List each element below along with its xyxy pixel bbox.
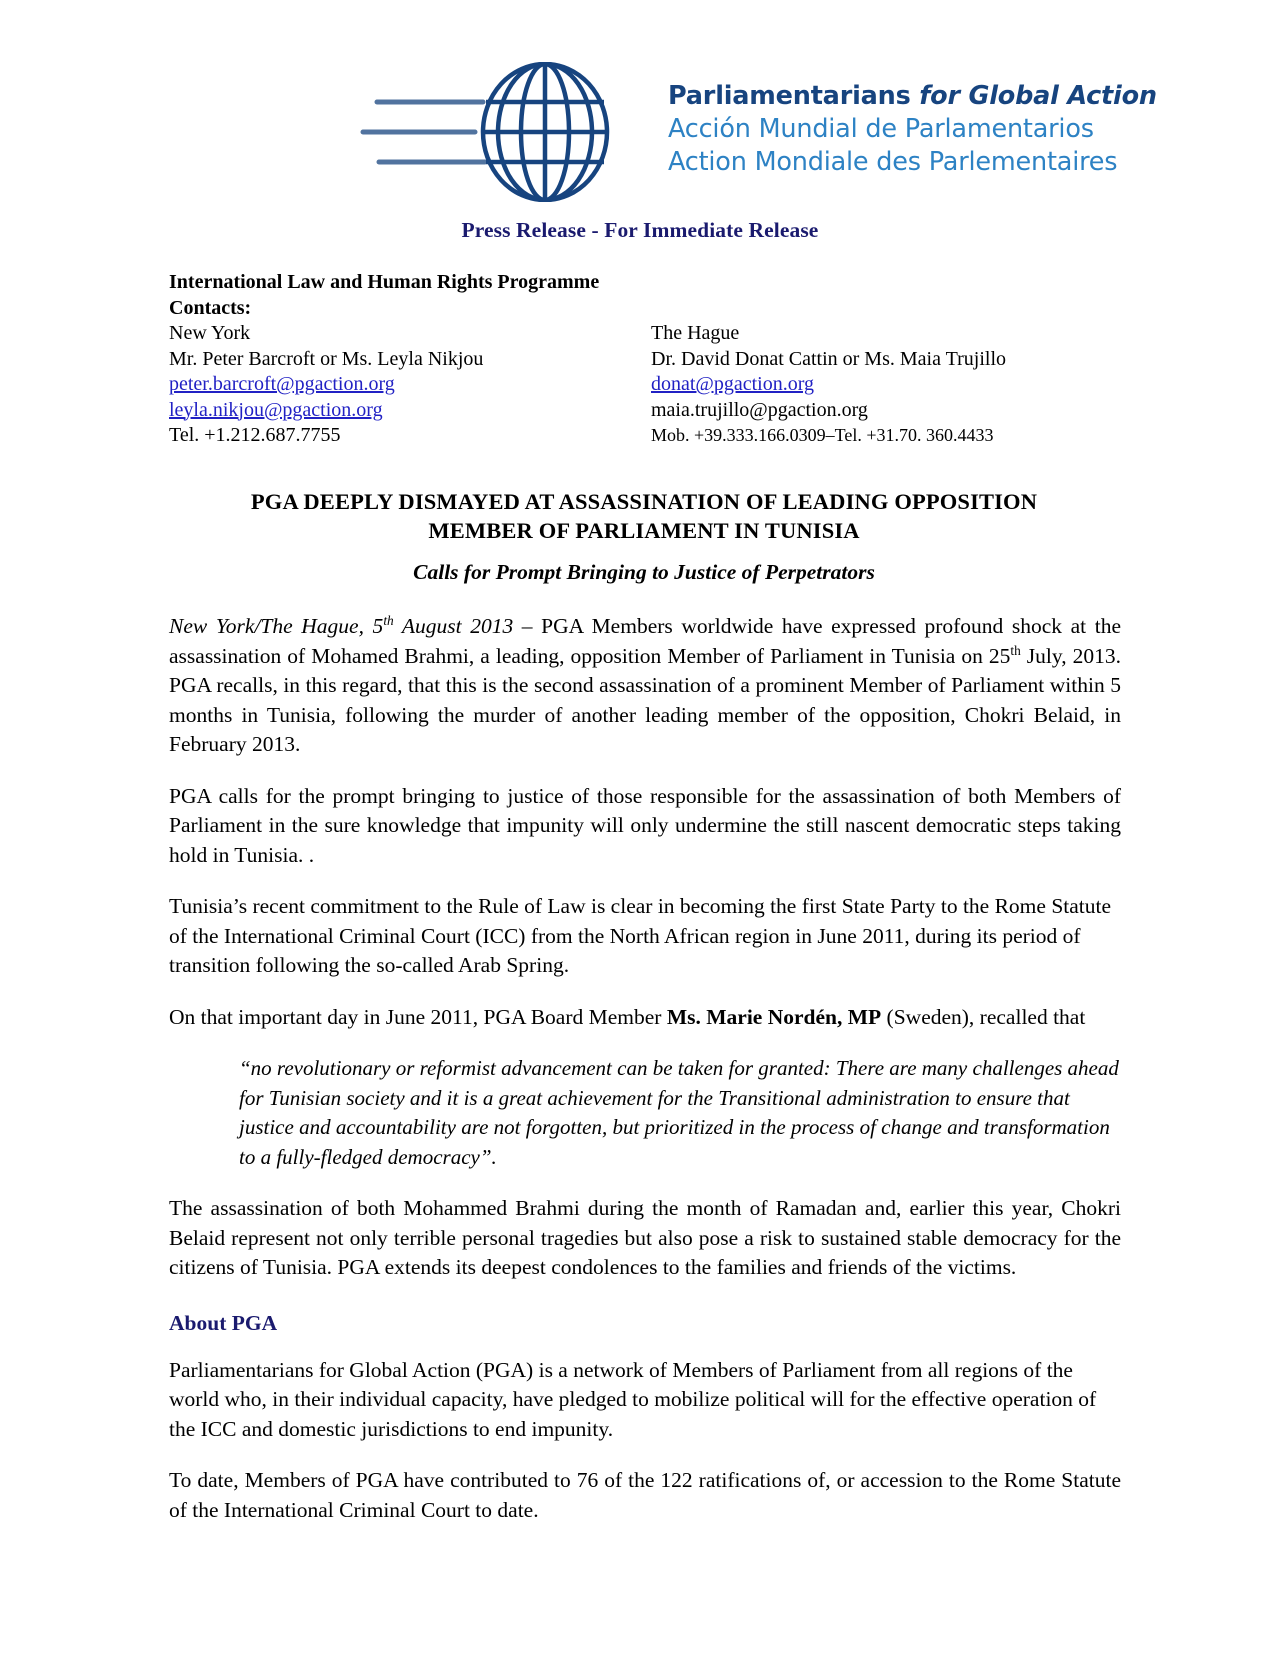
contact-column-the-hague: [651, 321, 1121, 449]
ny-city: New York: [169, 322, 251, 344]
paragraph-5: The assassination of both Mohammed Brahmi during the month of Ramadan and, earlier this year, Chokri Belaid represent not only terrible personal tragedies but also pose a risk to sustained stable democracy for the citizens of Tunisia. PGA extends its deepest condolences to the families and friends of the victims.: [169, 1196, 1121, 1279]
ny-people: Mr. Peter Barcroft or Ms. Leyla Nikjou: [169, 347, 484, 370]
contact-column-new-york: [169, 321, 639, 449]
dateline-superscript: th: [383, 612, 394, 628]
org-name-french: Action Mondiale des Parlementaires: [668, 147, 1118, 177]
about-pga-heading: About PGA: [169, 1310, 278, 1335]
contacts-block: [169, 270, 1119, 461]
paragraph-2: PGA calls for the prompt bringing to justice of those responsible for the assassination of both Members of Parliament in the sure knowledge that impunity will only undermine the still nascent democratic steps taking hold in Tunisia. .: [169, 783, 1121, 867]
org-name-english-italic: for Global Action: [919, 81, 1157, 111]
page-title-line-1: PGA DEEPLY DISMAYED AT ASSASSINATION OF LEADING OPPOSITION: [250, 489, 1038, 514]
org-name-english: [668, 80, 1268, 113]
paragraph-4-lead: On that important day in June 2011, PGA Board Member: [169, 1004, 667, 1029]
globe-icon: [355, 62, 645, 202]
hague-city: The Hague: [651, 322, 740, 344]
hague-email-2: maia.trujillo@pgaction.org: [651, 398, 868, 421]
programme-title: International Law and Human Rights Programme: [169, 271, 600, 293]
document-body: [169, 612, 1121, 1547]
dateline: [169, 614, 513, 638]
masthead: [0, 62, 1280, 202]
blockquote-marie-norden: “no revolutionary or reformist advancement can be taken for granted: There are many challenges ahead for Tunisian society and it is a great achievement for the Transitional administration to ensure that justice and accountability are not forgotten, but prioritized in the process of change and transformation to a fully-fledged democracy”.: [239, 1056, 1119, 1169]
hague-people: Dr. David Donat Cattin or Ms. Maia Trujillo: [651, 347, 1006, 370]
press-release-label: Press Release - For Immediate Release: [461, 218, 819, 242]
page-subtitle: Calls for Prompt Bringing to Justice of Perpetrators: [413, 560, 875, 584]
paragraph-1-part-1: – PGA Members worldwide have expressed profound shock at the assassination of Mohamed Brahmi, a leading, opposition Member of Parliament in Tunisia on 25: [169, 614, 1121, 668]
org-name-spanish: Acción Mundial de Parlamentarios: [668, 114, 1094, 144]
hague-email-1[interactable]: donat@pgaction.org: [651, 373, 815, 395]
dateline-date: August 2013: [393, 614, 514, 638]
paragraph-1-superscript: th: [1010, 642, 1021, 658]
contacts-label: Contacts:: [169, 296, 252, 319]
hague-tel: Mob. +39.333.166.0309–Tel. +31.70. 360.4433: [651, 425, 994, 445]
org-name-english-plain: Parliamentarians: [668, 81, 920, 111]
paragraph-7: To date, Members of PGA have contributed to 76 of the 122 ratifications of, or accession to the Rome Statute of the International Criminal Court to date.: [169, 1468, 1121, 1522]
paragraph-6: Parliamentarians for Global Action (PGA) is a network of Members of Parliament from all regions of the world who, in their individual capacity, have pledged to mobilize political will for the effective operation of the ICC and domestic jurisdictions to end impunity.: [169, 1357, 1097, 1441]
paragraph-3: Tunisia’s recent commitment to the Rule of Law is clear in becoming the first State Party to the Rome Statute of the International Criminal Court (ICC) from the North African region in June 2011, during its period of transition following the so-called Arab Spring.: [169, 894, 1112, 977]
paragraph-4: [169, 1003, 1121, 1033]
pga-globe-logo: [355, 62, 645, 202]
page-title: [169, 487, 1119, 545]
ny-tel: Tel. +1.212.687.7755: [169, 424, 341, 446]
dateline-text: New York/The Hague, 5: [169, 614, 384, 638]
ny-email-1[interactable]: peter.barcroft@pgaction.org: [169, 373, 395, 395]
ny-email-2[interactable]: leyla.nikjou@pgaction.org: [169, 398, 383, 421]
paragraph-1: [169, 612, 1121, 760]
paragraph-4-tail: (Sweden), recalled that: [881, 1004, 1086, 1029]
organization-names: [668, 80, 1268, 179]
board-member-name: Ms. Marie Nordén, MP: [666, 1004, 882, 1029]
page-title-line-2: MEMBER OF PARLIAMENT IN TUNISIA: [428, 518, 860, 543]
paragraph-1-part-2: July, 2013. PGA recalls, in this regard, that this is the second assassination of a prominent Member of Parliament within 5 months in Tunisia, following the murder of another leading member of the opposition, Chokri Belaid, in February 2013.: [169, 643, 1121, 756]
